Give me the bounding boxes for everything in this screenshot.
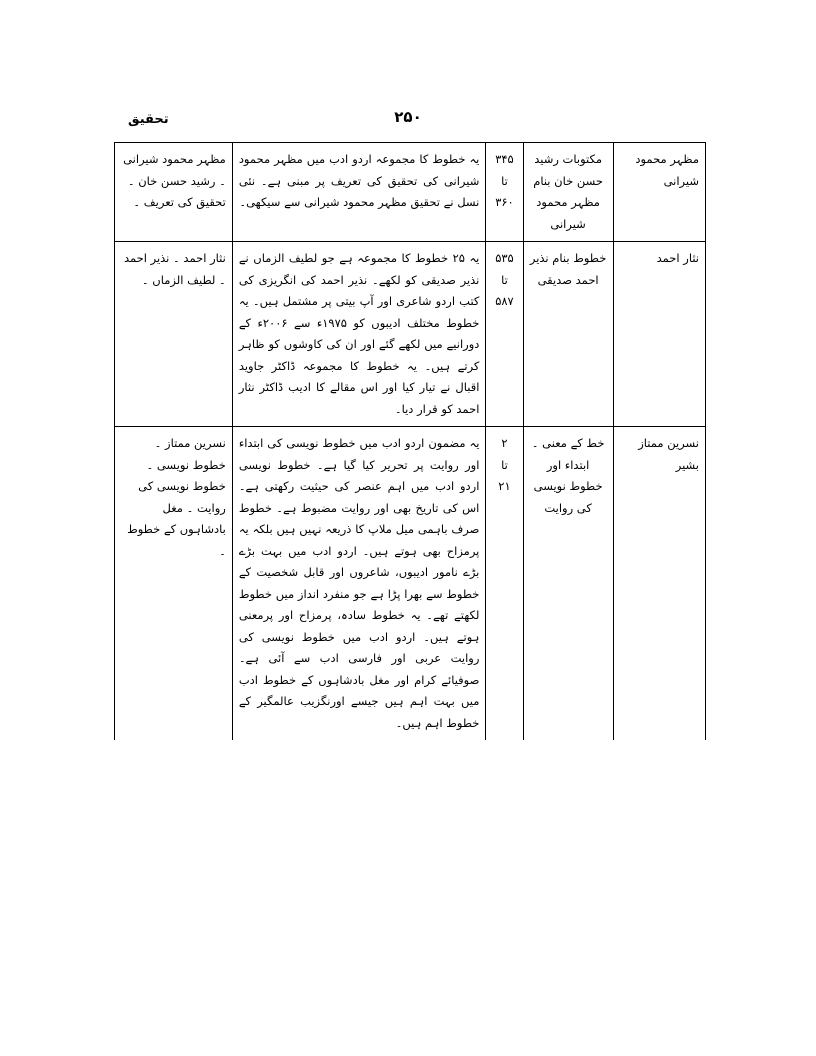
description-cell: یہ خطوط کا مجموعہ اردو ادب میں مظہر محمود شیرانی کی تحقیق کی تعریف پر مبنی ہے۔ نئی نسل نے تحقیق مظہر محمود شیرانی سے سیکھی۔ [232, 143, 486, 242]
page-to-word: تا [501, 173, 508, 188]
running-head: تحقیق [128, 112, 169, 127]
description-cell: یہ ۲۵ خطوط کا مجموعہ ہے جو لطیف الزماں نے نذیر صدیقی کو لکھے۔ نذیر احمد کی انگریزی کی کتب اردو شاعری اور آپ بیتی پر مشتمل ہیں۔ یہ خطوط مختلف ادیبوں کو ۱۹۷۵ء سے ۲۰۰۶ء کے دورانیے میں لکھے گئے اور ان کی کاوشوں کو ظاہر کرتے ہیں۔ یہ خطوط کا مجموعہ ڈاکٹر جاوید اقبال نے تیار کیا اور اس مقالے کا ادیب ڈاکٹر نثار احمد کو قرار دیا۔ [232, 242, 486, 427]
table-row [115, 427, 706, 741]
author-cell: نثار احمد [613, 242, 705, 427]
page-to-word: تا [501, 272, 508, 287]
table-row [115, 242, 706, 427]
page-to: ۳۶۰ [495, 195, 514, 209]
page-to: ۵۸۷ [495, 294, 514, 308]
names-cell: نسرین ممتاز ۔ خطوط نویسی ۔ خطوط نویسی کی روایت ۔ مغل بادشاہوں کے خطوط ۔ [115, 427, 233, 741]
names-cell: نثار احمد ۔ نذیر احمد ۔ لطیف الزماں ۔ [115, 242, 233, 427]
description-cell: یہ مضمون اردو ادب میں خطوط نویسی کی ابتداء اور روایت پر تحریر کیا گیا ہے۔ خطوط نویسی اردو ادب میں اہم عنصر کی حیثیت رکھتی ہے۔ اس کی تاریخ بھی اور روایت مضبوط ہے۔ خطوط صرف باہمی میل ملاپ کا ذریعہ نہیں ہیں بلکہ یہ پرمزاح بھی ہوتے ہیں۔ اردو ادب میں بہت بڑے بڑے نامور ادیبوں، شاعروں اور قابل شخصیت کے خطوط سے بھرا پڑا ہے جو منفرد انداز میں خطوط لکھتے تھے۔ یہ خطوط سادہ، پرمزاح اور پرمعنی ہوتے ہیں۔ اردو ادب میں خطوط نویسی کی روایت عربی اور فارسی ادب سے آئی ہے۔ صوفیائے کرام اور مغل بادشاہوں کے خطوط ادب میں بہت اہم ہیں جیسے اورنگزیب عالمگیر کے خطوط اہم ہیں۔ [232, 427, 486, 741]
page-to: ۲۱ [498, 479, 511, 493]
names-cell: مظہر محمود شیرانی ۔ رشید حسن خان ۔ تحقیق کی تعریف ۔ [115, 143, 233, 242]
title-cell: مکتوبات رشید حسن خان بنام مظہر محمود شیرانی [523, 143, 613, 242]
title-cell: خطوط بنام نذیر احمد صدیقی [523, 242, 613, 427]
page-from: ۲ [501, 436, 508, 450]
table-row [115, 143, 706, 242]
page-from: ۵۳۵ [495, 251, 514, 265]
title-cell: خط کے معنی ۔ ابتداء اور خطوط نویسی کی روایت [523, 427, 613, 741]
page-from: ۳۴۵ [495, 152, 514, 166]
pages-cell [486, 242, 523, 427]
pages-cell [486, 143, 523, 242]
page-to-word: تا [501, 457, 508, 472]
page-number: ۲۵۰ [394, 108, 422, 126]
author-cell: نسرین ممتاز بشیر [613, 427, 705, 741]
index-table [114, 142, 706, 740]
pages-cell [486, 427, 523, 741]
author-cell: مظہر محمود شیرانی [613, 143, 705, 242]
